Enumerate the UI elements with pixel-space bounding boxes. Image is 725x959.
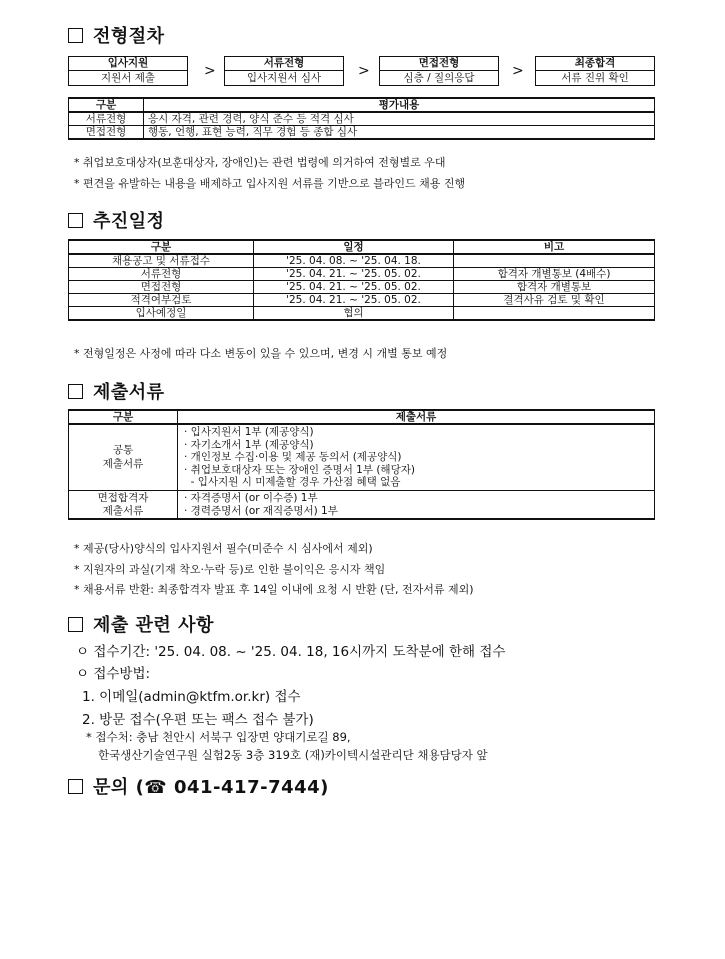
row-label: 제출서류: [102, 458, 144, 471]
table-row: [69, 294, 655, 307]
note: * 전형일정은 사정에 따라 다소 변동이 있을 수 있으며, 변경 시 개별 통보 예정: [74, 347, 448, 360]
step-box: [379, 56, 499, 86]
checkbox-square-icon: [68, 384, 83, 399]
table-cell: 채용공고 및 서류접수: [69, 254, 254, 268]
section-title-schedule: [68, 207, 165, 233]
table-cell: '25. 04. 21. ~ '25. 05. 02.: [254, 281, 454, 294]
table-cell: [178, 490, 655, 519]
contact-phone: (☎ 041-417-7444): [135, 777, 329, 798]
table-header: 구분: [69, 98, 144, 112]
table-row: [69, 307, 655, 321]
step-title: 입사지원: [69, 57, 187, 71]
section-title-submission: [68, 611, 214, 637]
step-desc: 입사지원서 심사: [246, 72, 322, 84]
table-cell: [454, 254, 655, 268]
table-cell: '25. 04. 21. ~ '25. 05. 02.: [254, 268, 454, 281]
table-row: [69, 490, 655, 519]
step-desc: 지원서 제출: [100, 72, 156, 84]
step-desc: 심층 / 질의응답: [403, 72, 475, 84]
table-row: [69, 112, 655, 126]
table-header: 일정: [254, 240, 454, 254]
section-title-text: 제출 관련 사항: [93, 615, 214, 636]
table-cell: 면접전형: [69, 281, 254, 294]
table-row: [69, 254, 655, 268]
table-cell: 응시 자격, 관련 경력, 양식 준수 등 적격 심사: [144, 112, 655, 126]
step-box: [68, 56, 188, 86]
row-label: 면접합격자: [97, 491, 149, 504]
table-cell: 면접전형: [69, 126, 144, 140]
section-title-text: 문의: [93, 777, 129, 798]
table-header: 평가내용: [144, 98, 655, 112]
arrow-icon: >: [204, 63, 216, 79]
list-item: · 경력증명서 (or 재직증명서) 1부: [184, 504, 338, 517]
table-cell: 행동, 언행, 표현 능력, 직무 경험 등 종합 심사: [144, 126, 655, 140]
step-desc: 서류 진위 확인: [561, 72, 629, 84]
address-line: * 접수처: 충남 천안시 서북구 입장면 양대기로길 89,: [86, 730, 351, 744]
submission-period: ㅇ 접수기간: '25. 04. 08. ~ '25. 04. 18, 16시까지 도착분에 한해 접수: [76, 644, 506, 660]
list-item: · 자격증명서 (or 이수증) 1부: [184, 491, 318, 504]
table-header: 제출서류: [178, 410, 655, 424]
note: * 지원자의 과실(기재 착오·누락 등)로 인한 불이익은 응시자 책임: [74, 563, 386, 576]
table-row: [69, 281, 655, 294]
note: * 채용서류 반환: 최종합격자 발표 후 14일 이내에 요청 시 반환 (단, 전자서류 제외): [74, 583, 474, 596]
list-item: - 입사지원 시 미제출할 경우 가산점 혜택 없음: [184, 476, 401, 489]
section-title-contact: [68, 773, 329, 799]
table-cell: [178, 424, 655, 490]
row-label: 공통: [112, 444, 134, 457]
table-header: 구분: [69, 240, 254, 254]
row-label: 제출서류: [102, 504, 144, 517]
table-cell: [454, 307, 655, 321]
schedule-table: [68, 239, 655, 321]
table-cell: 서류전형: [69, 268, 254, 281]
table-row: [69, 268, 655, 281]
procedure-flow: [68, 56, 655, 86]
section-title-procedure: [68, 22, 165, 48]
documents-table: [68, 409, 655, 520]
table-cell: 결격사유 검토 및 확인: [454, 294, 655, 307]
method-visit: 2. 방문 접수(우편 또는 팩스 접수 불가): [82, 712, 314, 728]
step-title: 면접전형: [380, 57, 498, 71]
note: * 편견을 유발하는 내용을 배제하고 입사지원 서류를 기반으로 블라인드 채용 진행: [74, 177, 466, 190]
method-email: 1. 이메일(admin@ktfm.or.kr) 접수: [82, 689, 301, 705]
table-cell: '25. 04. 21. ~ '25. 05. 02.: [254, 294, 454, 307]
step-box: [535, 56, 655, 86]
section-title-documents: [68, 378, 165, 404]
table-cell: 서류전형: [69, 112, 144, 126]
table-row: [69, 424, 655, 490]
list-item: · 개인정보 수집·이용 및 제공 동의서 (제공양식): [184, 451, 402, 464]
checkbox-square-icon: [68, 213, 83, 228]
table-cell: [69, 490, 178, 519]
list-item: · 취업보호대상자 또는 장애인 증명서 1부 (해당자): [184, 463, 415, 476]
table-cell: 적격여부검토: [69, 294, 254, 307]
table-cell: '25. 04. 08. ~ '25. 04. 18.: [254, 254, 454, 268]
arrow-icon: >: [358, 63, 370, 79]
note: * 제공(당사)양식의 입사지원서 필수(미준수 시 심사에서 제외): [74, 542, 373, 555]
checkbox-square-icon: [68, 779, 83, 794]
table-cell: 입사예정일: [69, 307, 254, 321]
table-cell: [69, 424, 178, 490]
section-title-text: 전형절차: [93, 26, 165, 47]
table-cell: 합격자 개별통보: [454, 281, 655, 294]
section-title-text: 제출서류: [93, 382, 165, 403]
evaluation-table: [68, 97, 655, 140]
checkbox-square-icon: [68, 617, 83, 632]
table-header: 구분: [69, 410, 178, 424]
step-title: 최종합격: [536, 57, 654, 71]
step-title: 서류전형: [225, 57, 343, 71]
note: * 취업보호대상자(보훈대상자, 장애인)는 관련 법령에 의거하여 전형별로 우대: [74, 156, 446, 169]
table-row: [69, 126, 655, 140]
checkbox-square-icon: [68, 28, 83, 43]
step-box: [224, 56, 344, 86]
address-line: 한국생산기술연구원 실험2동 3층 319호 (재)카이텍시설관리단 채용담당자 앞: [98, 748, 488, 762]
table-cell: 협의: [254, 307, 454, 321]
list-item: · 입사지원서 1부 (제공양식): [184, 426, 314, 438]
table-cell: 합격자 개별통보 (4배수): [454, 268, 655, 281]
section-title-text: 추진일정: [93, 211, 165, 232]
arrow-icon: >: [512, 63, 524, 79]
table-header: 비고: [454, 240, 655, 254]
submission-method: ㅇ 접수방법:: [76, 666, 151, 682]
list-item: · 자기소개서 1부 (제공양식): [184, 438, 314, 451]
